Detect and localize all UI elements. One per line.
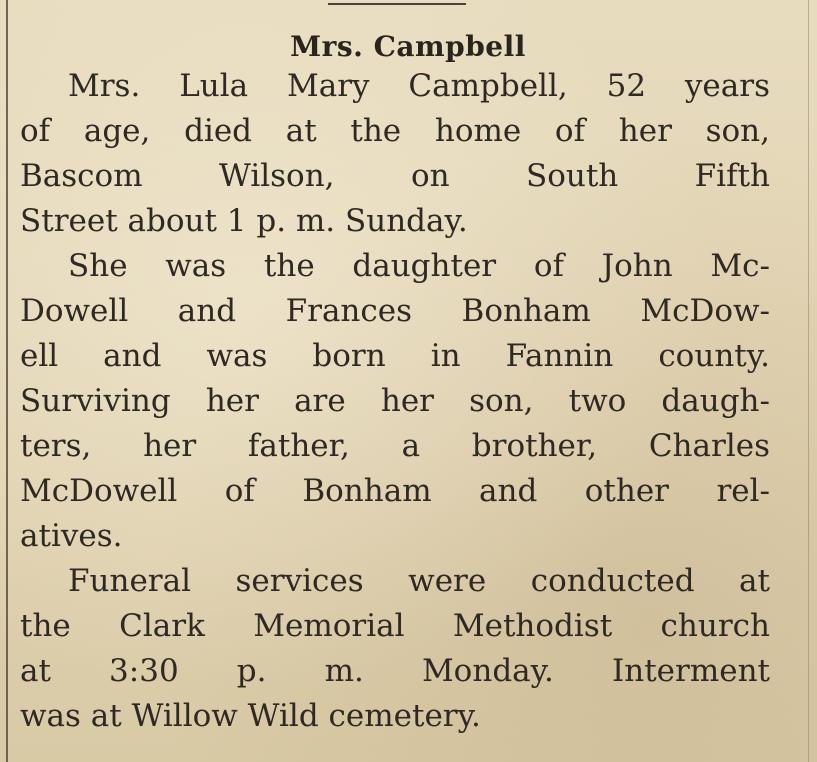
paragraph-death-notice — [20, 64, 770, 244]
text-line: ell and was born in Fannin county. — [20, 338, 770, 374]
text-line: was at Willow Wild cemetery. — [20, 698, 481, 734]
obituary-article — [20, 30, 770, 739]
text-line: Dowell and Frances Bonham McDow- — [20, 293, 770, 329]
text-line: ters, her father, a brother, Charles — [20, 428, 770, 464]
text-line: Bascom Wilson, on South Fifth — [20, 158, 770, 194]
text-line: Mrs. Lula Mary Campbell, 52 years — [68, 68, 770, 104]
text-line: the Clark Memorial Methodist church — [20, 608, 770, 644]
article-headline: Mrs. Campbell — [290, 30, 526, 63]
column-rule-top — [328, 3, 466, 5]
text-line: of age, died at the home of her son, — [20, 113, 770, 149]
text-line: at 3:30 p. m. Monday. Interment — [20, 653, 770, 689]
text-line: She was the daughter of John Mc- — [68, 248, 770, 284]
column-rule-right — [808, 0, 809, 762]
text-line: McDowell of Bonham and other rel- — [20, 473, 770, 509]
paragraph-funeral — [20, 559, 770, 739]
text-line: Street about 1 p. m. Sunday. — [20, 203, 468, 239]
paragraph-family — [20, 244, 770, 559]
text-line: atives. — [20, 518, 123, 554]
text-line: Surviving her are her son, two daugh- — [20, 383, 770, 419]
column-rule-left — [6, 0, 8, 762]
text-line: Funeral services were conducted at — [68, 563, 770, 599]
